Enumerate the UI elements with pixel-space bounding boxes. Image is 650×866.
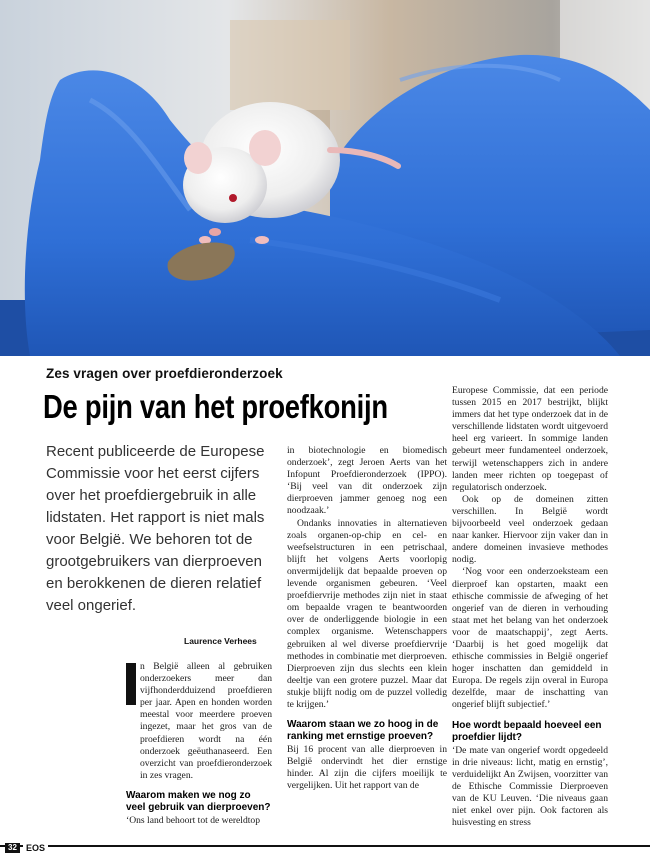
body-column-2 <box>287 445 447 792</box>
page-number: 32 <box>5 843 20 853</box>
article-lead: Recent publiceerde de Europese Commissie voor het eerst cijfers over het proefdiergebruik in alle lidstaten. Het rapport is niet mals voor België. We behoren tot de grootgebruikers van dierproeven en berokkenen de dieren relatief veel ongerief. <box>46 443 265 614</box>
body-paragraph: ‘De mate van ongerief wordt opgedeeld in drie niveaus: licht, matig en ernstig’, verduidelijkt An Zwijsen, voorzitter van de Ethische Commissie Dierproeven van de KU Leuven. ‘Die niveaus gaan niet enkel over pijn. Ook factoren als huisvesting en stress <box>452 744 608 829</box>
body-paragraph: ‘Nog voor een onderzoeksteam een dierproef kan opstarten, maakt een ethische commissie de afweging of het ongerief van de dieren in verhouding staat met het belang van het onderzoek voor de maatschappij’, zegt Aerts. ‘Daarbij is het goed mogelijk dat ethische commissies in België ongerief hoger inschatten dan gemiddeld in Europa. De regels zijn overal in Europa dezelfde, maar de inschatting van ongerief blijft subjectief.’ <box>452 566 608 711</box>
author-byline: Laurence Verhees <box>184 636 257 646</box>
article-headline: De pijn van het proefkonijn <box>43 388 388 425</box>
body-paragraph: Ook op de domeinen zitten verschillen. In België wordt bijvoorbeeld veel onderzoek gedaan naar kanker. Hiervoor zijn vaker dan in andere domeinen invasieve methodes nodig. <box>452 493 608 566</box>
hero-photo <box>0 0 650 356</box>
body-paragraph: Bij 16 procent van alle dierproeven in België ondervindt het dier ernstige hinder. Al zijn die cijfers moeilijk te vergelijken. Uit het rapport van de <box>287 744 447 792</box>
body-column-3 <box>452 385 608 829</box>
body-column-1 <box>126 661 272 827</box>
question-heading-1: Waarom maken we nog zo veel gebruik van dierproeven? <box>126 789 271 813</box>
body-paragraph: Europese Commissie, dat een periode tussen 2015 en 2017 bestrijkt, blijkt immers dat het type onderzoek dat in de verschillende lidstaten wordt uitgevoerd heel erg varieert. In sommige landen gebeurt meer fundamenteel onderzoek, terwijl wetenschappers zich in andere landen meer richten op toegepast of regulatorisch onderzoek. <box>452 385 608 493</box>
body-paragraph: ‘Ons land behoort tot de wereldtop <box>126 814 261 826</box>
body-paragraph: Ondanks innovaties in alternatieven zoals organen-op-chip en cel- en weefselstructuren in een petrischaal, blijft het volgens Aerts voorlopig onvermijdelijk dat bepaalde proeven op levende organismen gebeuren. ‘Veel proefdiervrije methodes zijn niet in staat om bepaalde vragen te beantwoorden over de onderliggende biologie in een complex organisme. Wetenschappers gebruiken al wel diverse proefdiervrije methodes in combinatie met dierproeven. Dierproeven zijn dus slechts een klein deeltje van een grotere puzzel. Maar dat stukje blijft nodig om de puzzel volledig te krijgen.’ <box>287 517 447 710</box>
intro-paragraph: n België alleen al gebruiken onderzoekers meer dan vijfhonderdduizend proefdieren per jaar. Apen en honden worden meestal voor meerdere proeven ingezet, maar het gros van de proefdieren wordt na één onderzoek geëuthanaseerd. Een overzicht van proefdieronderzoek in zes vragen. <box>140 661 272 781</box>
magazine-brand: EOS <box>23 843 48 853</box>
article-kicker: Zes vragen over proefdieronderzoek <box>46 366 283 381</box>
question-heading-3: Hoe wordt bepaald hoeveel een proefdier lijdt? <box>452 719 602 743</box>
question-heading-2: Waarom staan we zo hoog in de ranking met ernstige proeven? <box>287 719 439 743</box>
page-footer <box>0 842 650 866</box>
footer-rule <box>0 845 650 847</box>
body-paragraph: in biotechnologie en biomedisch onderzoek’, zegt Jeroen Aerts van het Infopunt Proefdieronderzoek (IPPO). ‘Bij veel van dit onderzoek zijn dierproeven jammer genoeg nog een noodzaak.’ <box>287 445 447 517</box>
